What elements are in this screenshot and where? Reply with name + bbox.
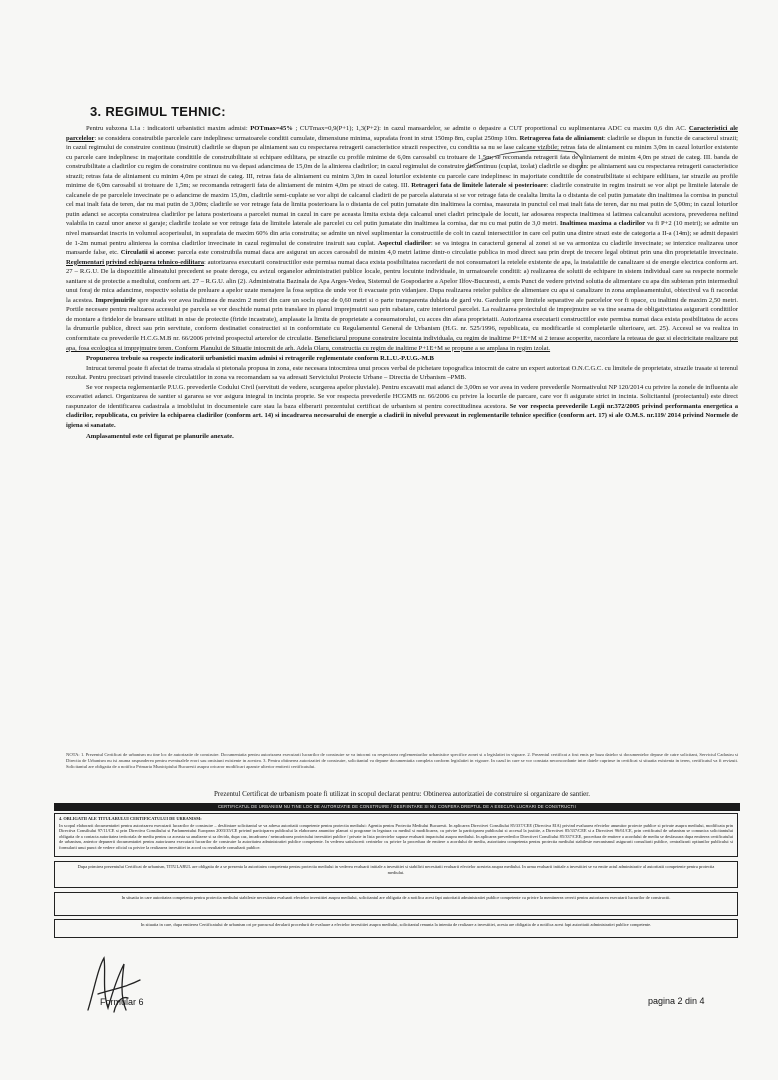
text-run: : cladirile se dispun in functie de caracterul strazii; in cazul regimului de construire continuu (insiruit) cladirile se dispun pe aliniament sau cu respectarea retragerii caracteristice strazii respective, cu conditia sa nu se lase calcane vizibile; retras fata de aliniament cu minim 3,0m in cazul loturilor existente cu parcele care indeplinesc in majoritate conditiile de construibilitate si echipare edilitara, pe strazile cu profile minime de 6,0m carosabil cu trotuare de 1,5m; se recomanda retragerii fata de aliniament de minim 4,0m pe strazi de categ. III. banda de construibilitate a cladirilor cu regim de construire continuu nu va depasi adancimea de 15,0m de la alinierea cladirilor; in cazul regimului de construire discontinuu (cuplat, izolat) cladirile se dispun: pe aliniament sau cu respectarea retragerii caracteristice strazii; retras fata de aliniament cu minim 4,0m pe strazi de categ. III, retras fata de aliniament cu minim 3,0m in cazul loturilor existente cu parcele care indeplinesc in majoritate conditiile de construibilitate si echipare edilitara, iar strazile au profile minime de 6,0m carosabil si trotuare de 1,5m; se recomanda retragerii fata de aliniament de minim 4,0m pe strazi de categ. III.: [66, 134, 738, 190]
handwritten-mark-icon: [455, 140, 605, 180]
utilities-heading: Reglementari privind echiparea tehnico-edilitara: [66, 258, 205, 266]
height-heading: Inaltimea maxima a cladirilor: [559, 220, 646, 228]
environment-box-1: Dupa primirea prezentului Certificat de urbanism, TITULARUL are obligatia de a se prezenta la autoritatea competenta pentru protectia mediului in vederea evaluarii initiale a investitiei si stabilirii necesitatii evaluarii efectelor acesteia asupra mediului. In urma evaluarii initiale a investitiei se va emite actul administrativ al autoritatii competente pentru protectia mediului.: [54, 861, 738, 888]
parcel-heading: Caracteristici ale parcelelor: [66, 125, 738, 142]
regime-paragraph: [66, 124, 738, 353]
access-heading: Circulatii si accese: [120, 249, 174, 257]
obligations-text: In scopul elaborarii documentatiei pentru autorizarea executarii lucrarilor de construire – desfiintare solicitantul se va adresa autoritatii competente pentru protectia mediului: Agentia pentru Protectia Mediului Bucuresti. In aplicarea Directivei Consiliului 85/337/CEE (Directiva EIA) privind evaluarea efectelor anumitor proiecte publice si private asupra mediului, modificata prin Directiva Consiliului 97/11/CE si prin Directiva Consiliului si Parlamentului European 2003/35/CE privind participarea publicului la elaborarea anumitor planuri si programe in legatura cu mediul si modificarea, cu privire la participarea publicului si accesul la justitie, a Directivei 85/337/CEE si a Directivei 96/61/CE, prin certificatul de urbanism se comunica solicitantului obligatia de a contacta autoritatea teritoriala de mediu pentru ca aceasta sa analizeze si sa decida, dupa caz, incadrarea / neincadrarea proiectului investitiei publice / private in lista proiectelor supuse evaluarii impactului asupra mediului. In aplicarea prevederilor Directivei Consiliului 85/337/CEE, procedura de emitere a acordului de mediu se desfasoara dupa emiterea certificatului de urbanism, anterior depunerii documentatiei pentru autorizarea executarii lucrarilor de construire la autoritatea administratiei publice competente. In vederea satisfacerii cerintelor cu privire la procedura de emitere a acordului de mediu, autoritatea competenta pentru protectia mediului stabileste mecanismul asigurarii consultarii publice, centralizarii optiunilor publicului si formularii unui punct de vedere oficial cu privire la realizarea investitiei in acord cu rezultatele consultarii publice.: [59, 822, 733, 850]
text-run: : se considera construibile parcelele care indeplinesc urmatoarele conditii cumulate, dimensiune minima, suprafata front in strut 150mp 8m, cuplat 250mp 10m.: [94, 134, 520, 142]
warning-banner: CERTIFICATUL DE URBANISM NU TINE LOC DE AUTORIZATIE DE CONSTRUIRE / DESFIINTARE SI NU CONFERA DREPTUL DE A EXECUTA LUCRARI DE CONSTRUCTII: [54, 803, 740, 811]
text-run: : parcela este construibila numai daca are asigurat un acces carosabil de minim 4,0 metri latime dintr-o circulatie publica in mod direct sau prin drept de trecere legal obtinut prin una din proprietatile invecinate.: [173, 249, 739, 257]
aspect-heading: Aspectul cladirilor: [377, 239, 431, 247]
text-run: : se va integra in caracterul general al zonei si se va armoniza cu cladirile invecinate; se interzice realizarea unor mansarde false, etc.: [66, 239, 738, 257]
text-run: Se vor respecta reglementarile P.U.G. prevederile Codului Civil (servituti de vedere, scurgerea apelor pluviale). Pentru excavatii mai adanci de 3,00m se vor avea in vedere prevederile Normativului NP 120/2014 cu privire la zonele de influenta ale excavatiei adanci. Organizarea de santier si gararea se vor asigura integral in incinta proprie. Se vor respecta prevederile HCGMB nr. 66/2006 cu privire la locurile de parcare, care vor fi asigurate strict in incinta. Solicitantul (proiectantul) este direct raspunzator de identificarea cadastrala a imobilului in documentele care stau la baza eliberarii prezentului certificat de urbanism si pentru corectitudinea acestora.: [66, 383, 738, 410]
notes-text: NOTA: 1. Prezentul Certificat de urbanism nu tine loc de autorizatie de construire. Documentatia pentru autorizarea executarii lucrarilor de construire se va intocmi cu respectarea reglementarilor urbanistice specifice zonei si a legislatiei in vigoare. 2. Prezentul certificat a fost emis pe baza datelor si documentelor depuse de catre solicitant, Serviciul Cadastru si Directia de Urbanism nu isi asuma raspunderea pentru eventualele erori sau omisiuni existente in acestea. 3. Pentru obtinerea autorizatiei de construire, solicitantul va depune documentatia completa conform legislatiei in vigoare. In cazul in care se vor constata neconcordante intre datele cuprinse in certificat si situatia existenta in teren, certificatul va fi revizuit. Solicitantul are obligatia de a notifica Primaria Municipiului Bucuresti asupra oricaror modificari aparute ulterior emiterii certificatului.: [66, 752, 738, 770]
obligations-title: 4. OBLIGATII ALE TITULARULUI CERTIFICATULUI DE URBANISM:: [59, 816, 202, 821]
form-label: Formular 6: [100, 997, 144, 1007]
section-heading: 3. REGIMUL TEHNIC:: [90, 104, 226, 119]
lateral-heading: Retrageri fata de limitele laterale si posterioare: [411, 182, 547, 190]
regulations-paragraph: [66, 383, 738, 431]
text-run: : cladirile construite in regim insiruit se vor alipi pe limitele laterale de calcanele de pe parcelele invecinate pe o adancime de maxim 15,0m, cladirile semi-cuplate se vor alipi de calcanul cladirii de pe parcela alaturata si se vor retrage fata de cealalta limita la o distanta de cel putin jumatate din inaltimea la cornisa in punctul cel mai inalt fata de teren, dar nu mai putin de 3,00m; cladirile se vor retrage fata de limita posterioara la o distanta de cel putin jumatate din inaltimea la cornisa, masurata in punctul cel mai inalt fata de teren, dar nu mai putin de 5,00m; in cazul loturilor putin adanci se accepta construirea cladirilor pe latura posterioara a parcelei numai in cazul in care pe aceasta limita exista deja calcanul unei cladiri principale de locuit, iar adosarea respecta inaltimea si latimea calcanului acestora, prevederea nefiind valabila in cazul unor anexe si garaje; cladirile izolate se vor retrage fata de limitele laterale ale parcelei cu cel putin jumatate din inaltimea la cornisa, dar nu cu mai putin de 3,0 metri.: [66, 182, 738, 228]
subheading-indicators: Propunerea trebuie sa respecte indicatorii urbanistici maxim admisi si retragerile reglementate conform R.L.U.-P.U.G.-M.B: [86, 355, 434, 363]
subheading-location: Amplasamentul este cel figurat pe planurile anexate.: [86, 432, 234, 440]
alignment-heading: Retragerea fata de aliniament: [519, 134, 604, 142]
text-run: va fi P+2 (10 metri); se admite un nivel mansardat inscris in volumul acoperisului, in suprafata de maxim 60% din aria construita; se admite un nivel suplimentar la constructiile de colt in cazul intersectiilor in care cel putin una dintre strazi este de categoria a II-a (14m); se admit depasiri de 1-2m numai pentru alinierea la cornisa cladirilor invecinate in cazul regimului de construire insiruit sau cuplat.: [66, 220, 738, 247]
text-run: : autorizarea executarii constructiilor este permisa numai daca exista posibilitatea racordarii de noi consumatori la retelele existente de apa, la instalatiile de canalizare si de energie electrica conform art. 27 – R.G.U. De la dispozitiile alineatului precedent se poate deroga, cu avizul organelor administratiei publice locale, pentru locuinte individuale, in urmatoarele conditii: a) realizarea de solutii de echipare in sistem individual care sa respecte normele sanitare si de protectie a mediului, conform art. 27 – R.G.U. alin (2). Administratia Bazinala de Apa Arges-Vedea, Sistemul de Gospodarire a Apelor Ilfov-Bucuresti, a emis Punct de vedere privind solutia de alimentare cu apa din subteran prin intermediul unui foraj de mica adancime, respectiv solutia de preluare a apelor uzate menajere la fosa septica de unde vor fi evacuate prin vidanjare. Dupa realizarea retelor publice de alimentare cu apa si canalizare in zona amplasamentului, obiectivul va fi racordat la acestea.: [66, 258, 739, 304]
signature-icon: [80, 950, 150, 1020]
fence-heading: Imprejmuirile: [95, 296, 136, 304]
environment-box-3: In situatia in care, dupa emiterea Certificatului de urbanism ori pe parcursul derularii procedurii de evaluare a efectelor investitiei asupra mediului, solicitantul renunta la intentia de realizare a investitiei, acesta are obligatia de a notifica acest fapt autoritatii administratiei publice competente.: [54, 919, 738, 938]
page-number: pagina 2 din 4: [648, 996, 705, 1006]
energy-law-text: Se vor respecta prevederile Legii nr.372/2005 privind performanta energetica a cladirilor, republicata, cu privire la echiparea cladirilor (conform art. 14) si incadrarea necesarului de energie a cladirii in nivelul prevazut in reglementarile tehnice specifice (conform art. 17) si ale O.M.S. nr.119/ 2014 privind Normele de igiena si sanatate.: [66, 402, 738, 429]
environment-box-2: In situatia in care autoritatea competenta pentru protectia mediului stabileste necesitatea evaluarii efectelor investitiei asupra mediului, solicitantul are obligatia de a notifica acest fapt autoritatii administratiei publice competente cu privire la mentinerea cererii pentru autorizarea executarii lucrarilor de constructii.: [54, 892, 738, 916]
proposal-text: Beneficiarul propune construire locuinta individuala, cu regim de inaltime P+1E+M si 2 terase acoperite, racordare la reteaua de gaz si electricitate realizare put apa, fosa ecologica si imprejmuire teren. Conform Planului de Situatie intocmit de arh. Adela Olaru, constructia cu regim de inaltime P+1E+M se propune a se amplasa in regim izolat.: [66, 335, 738, 352]
technical-regime-text: [66, 124, 738, 441]
text-run: spre strada vor avea inaltimea de maxim 2 metri din care un soclu opac de 0,60 metri si o parte transparenta dublata de gard viu. Gardurile spre limitele separative ale parcelelor vor fi opace, cu inaltimi de maxim 2,50 metri. Portile necesare pentru realizarea accesului pe parcela se vor deschide numai prin translare in planul imprejmuirii sau prin rabatare, catre interiorul parcelei. La realizarea proiectului de imprejmuire se va tine seama de obligativitatea asigurarii conditiilor de montare a firidelor de bransare utilitati in nise de protectie (firide incastrate), amplasate la limita de proprietate a consumatorului, cu acces din afara proprietatii. Autorizarea executarii constructiilor este permisa numai daca exista posibilitatea de acces la drumurile publice, direct sau prin servitute, conform destinatiei constructiei si in conformitate cu Regulamentul General de Urbanism (H.G. nr. 525/1996, republicata, cu modificarile si completarile ulterioare, art. 25). Accesul se va realiza in conformitate cu prevederile H.C.G.M.B nr. 66/2006 privind prospectul arterelor de circulatie.: [66, 296, 738, 343]
text-run: ; CUTmax=0,9(P+1); 1,3(P+2): in cazul mansardelor, se admite o depasire a CUT proportional cu suplimentarea ADC cu maxim 0,6 din AC.: [292, 125, 689, 132]
usage-statement: Prezentul Certificat de urbanism poate fi utilizat in scopul declarat pentru: Obtinerea autorizatiei de construire si organizare de santier.: [214, 790, 590, 798]
text-run: Pentru subzona L1a : indicatorii urbanistici maxim admisi:: [86, 125, 251, 132]
obligations-box: [54, 813, 738, 857]
pot-value: POTmax=45%: [250, 125, 293, 132]
topographic-paragraph: Intrucat terenul poate fi afectat de trama stradala si pietonala propusa in zona, este necesara intocmirea unui proces verbal de pichetare topografica intocmit de catre un expert autorizat O.N.C.G.C. cu limitele de proprietate, strazile trasate si terenul rezultat. Pentru precizari privind traseele circulatiilor in zona va recomandam sa va adresati Serviciului Proiecte Urbane – Directia de Urbanism –PMB.: [66, 364, 738, 382]
